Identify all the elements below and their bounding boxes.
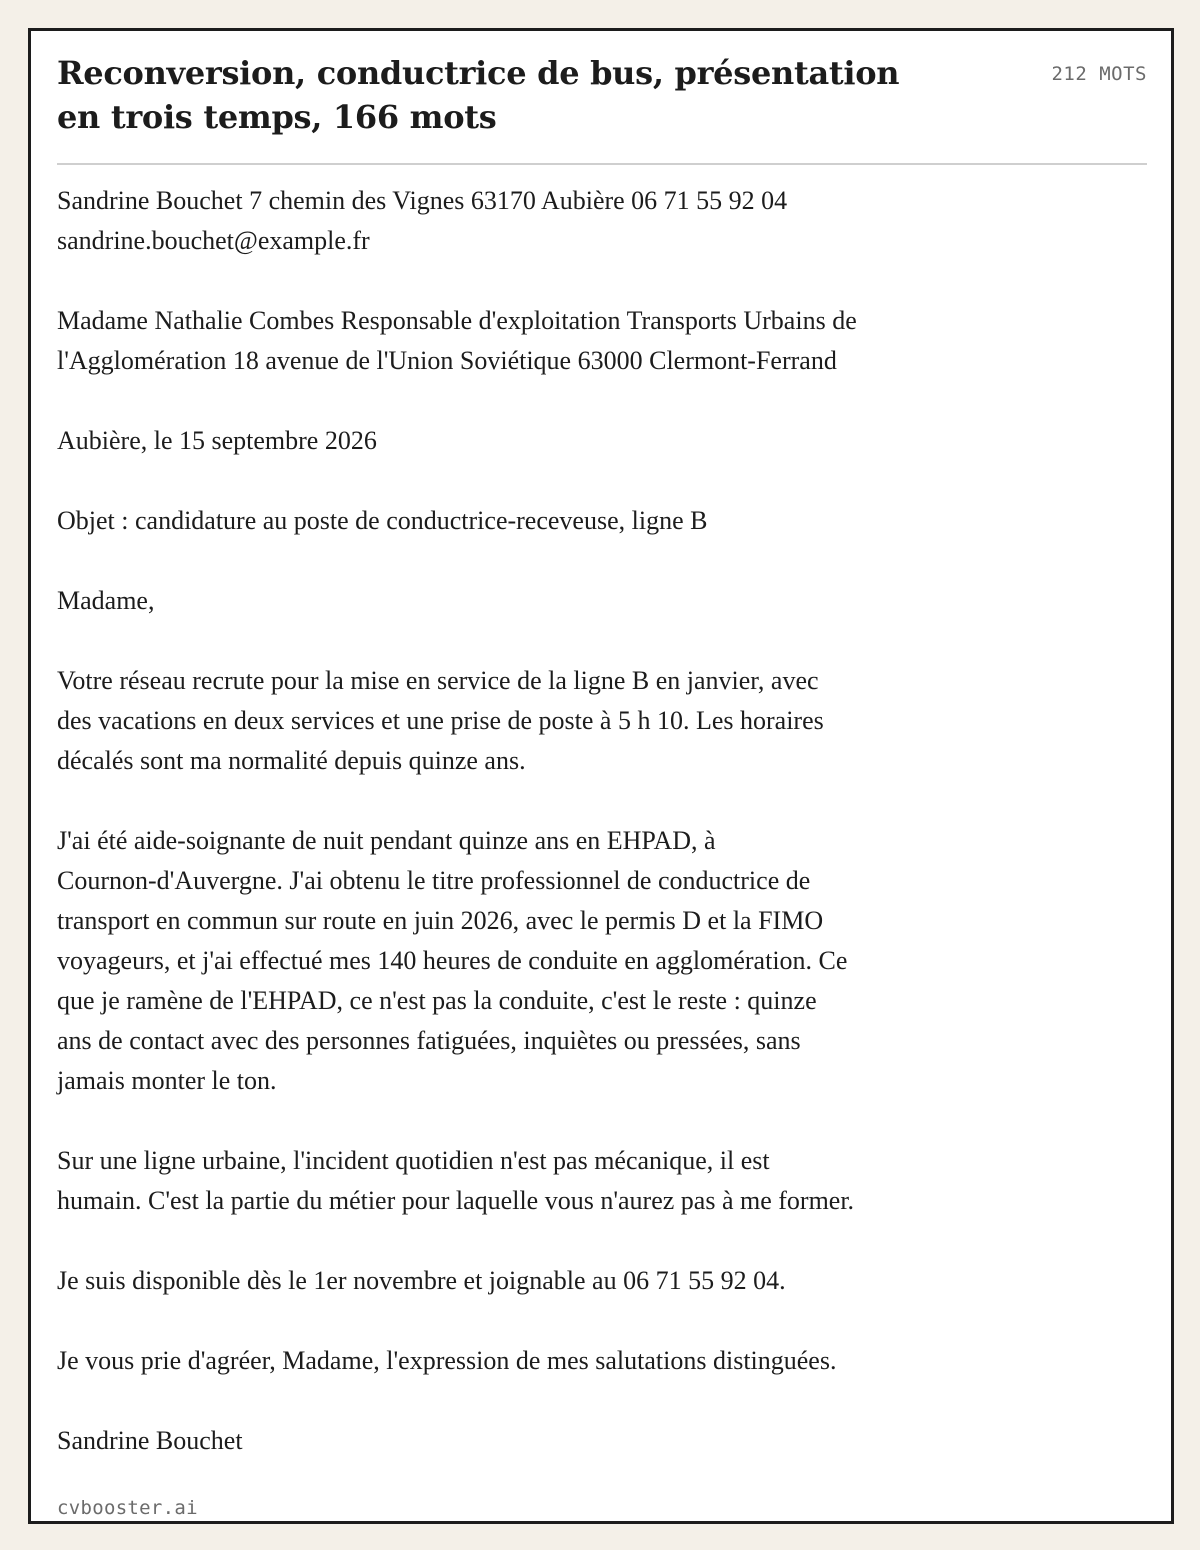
letter-card — [28, 28, 1174, 1524]
sender-block: Sandrine Bouchet 7 chemin des Vignes 63170 Aubière 06 71 55 92 04 sandrine.bouchet@example.fr — [57, 186, 788, 255]
recipient-block: Madame Nathalie Combes Responsable d'exploitation Transports Urbains de l'Agglomération 18 avenue de l'Union Soviétique 63000 Clermont-Ferrand — [57, 306, 857, 375]
page-title: Reconversion, conductrice de bus, présentation en trois temps, 166 mots — [57, 54, 900, 136]
body-paragraph: J'ai été aide-soignante de nuit pendant quinze ans en EHPAD, à Cournon-d'Auvergne. J'ai obtenu le titre professionnel de conductrice de transport en commun sur route en juin 2026, avec le permis D et la FIMO voyageurs, et j'ai effectué mes 140 heures de conduite en agglomération. Ce que je ramène de l'EHPAD, ce n'est pas la conduite, c'est le reste : quinze ans de contact avec des personnes fatiguées, inquiètes ou pressées, sans jamais monter le ton. — [57, 826, 848, 1095]
letter-salutation: Madame, — [57, 586, 155, 615]
letter-body — [57, 181, 1007, 1461]
body-paragraph: Sur une ligne urbaine, l'incident quotidien n'est pas mécanique, il est humain. C'est la partie du métier pour laquelle vous n'aurez pas à me former. — [57, 1146, 855, 1215]
body-paragraph: Je suis disponible dès le 1er novembre et joignable au 06 71 55 92 04. — [57, 1266, 786, 1295]
letter-date: Aubière, le 15 septembre 2026 — [57, 426, 377, 455]
letter-header — [57, 51, 1147, 165]
letter-signature: Sandrine Bouchet — [57, 1426, 243, 1455]
brand-footer: cvbooster.ai — [57, 1497, 198, 1519]
body-paragraph: Votre réseau recrute pour la mise en service de la ligne B en janvier, avec des vacations en deux services et une prise de poste à 5 h 10. Les horaires décalés sont ma normalité depuis quinze ans. — [57, 666, 824, 775]
letter-subject: Objet : candidature au poste de conductrice-receveuse, ligne B — [57, 506, 708, 535]
word-count-badge: 212 MOTS — [1051, 63, 1147, 85]
letter-closing: Je vous prie d'agréer, Madame, l'expression de mes salutations distinguées. — [57, 1346, 837, 1375]
